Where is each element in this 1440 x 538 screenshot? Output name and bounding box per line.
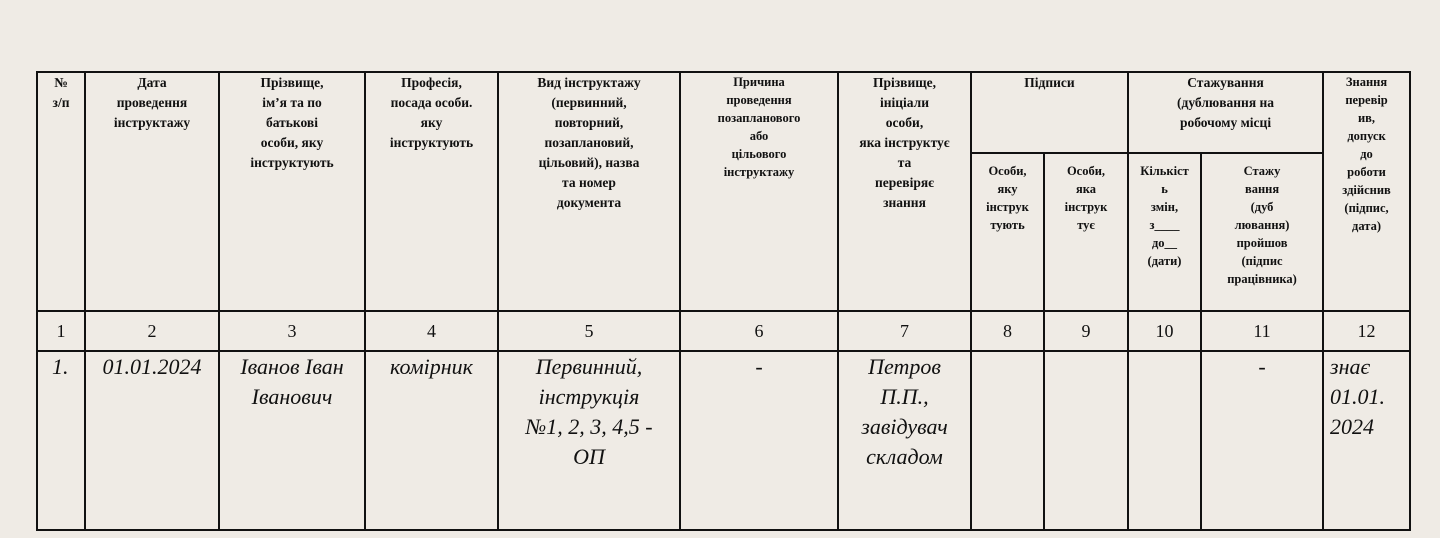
row-internship-passed: - — [1201, 351, 1323, 530]
row-number: 1. — [37, 351, 85, 530]
column-number: 1 — [37, 311, 85, 351]
row-shifts-count — [1128, 351, 1201, 530]
column-number: 3 — [219, 311, 365, 351]
header-internship-passed: Стажу вання (дуб лювання) пройшов (підпис працівника) — [1201, 153, 1323, 311]
header-number: № з/п — [37, 72, 85, 311]
header-internship: Стажування (дублювання на робочому місці — [1128, 72, 1323, 153]
row-knowledge-checked: знає 01.01. 2024 — [1323, 351, 1410, 530]
header-instructor: Прізвище, ініціали особи, яка інструктує та перевіряє знання — [838, 72, 971, 311]
column-numbers-row — [37, 311, 1410, 351]
header-date: Дата проведення інструктажу — [85, 72, 219, 311]
row-instruction-type: Первинний, інструкція №1, 2, 3, 4,5 - ОП — [498, 351, 680, 530]
header-sign-instructed: Особи, яку інструк тують — [971, 153, 1044, 311]
column-number: 12 — [1323, 311, 1410, 351]
header-sign-instructor: Особи, яка інструк тує — [1044, 153, 1128, 311]
column-number: 2 — [85, 311, 219, 351]
column-number: 7 — [838, 311, 971, 351]
header-shifts-count: Кількіст ь змін, з____ до__ (дати) — [1128, 153, 1201, 311]
table-row — [37, 351, 1410, 530]
instruction-journal-table — [36, 71, 1411, 531]
column-number: 4 — [365, 311, 498, 351]
row-reason: - — [680, 351, 838, 530]
column-number: 5 — [498, 311, 680, 351]
header-profession: Професія, посада особи. яку інструктують — [365, 72, 498, 311]
header-signatures: Підписи — [971, 72, 1128, 153]
column-number: 8 — [971, 311, 1044, 351]
header-instruction-type: Вид інструктажу (первинний, повторний, позаплановий, цільовий), назва та номер документа — [498, 72, 680, 311]
row-instructor: Петров П.П., завідувач складом — [838, 351, 971, 530]
row-full-name: Іванов Іван Іванович — [219, 351, 365, 530]
column-number: 6 — [680, 311, 838, 351]
row-sign-instructor — [1044, 351, 1128, 530]
row-position: комірник — [365, 351, 498, 530]
column-number: 9 — [1044, 311, 1128, 351]
header-reason: Причина проведення позапланового або цільового інструктажу — [680, 72, 838, 311]
row-date: 01.01.2024 — [85, 351, 219, 530]
header-full-name: Прізвище, ім’я та по батькові особи, яку інструктують — [219, 72, 365, 311]
row-sign-instructed — [971, 351, 1044, 530]
column-number: 11 — [1201, 311, 1323, 351]
header-knowledge-checked: Знання перевір ив, допуск до роботи здійснив (підпис, дата) — [1323, 72, 1410, 311]
column-number: 10 — [1128, 311, 1201, 351]
